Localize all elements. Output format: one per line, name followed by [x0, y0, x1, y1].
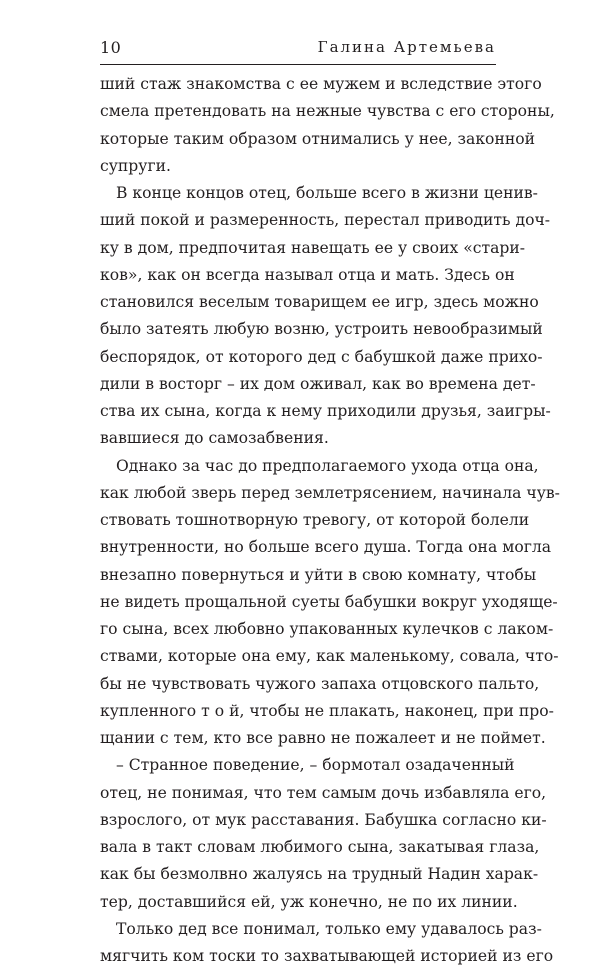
text-line: отец, не понимая, что тем самым дочь избавляла его,: [100, 783, 547, 802]
text-line: беспорядок, от которого дед с бабушкой даже прихо-: [100, 347, 543, 366]
text-line: было затеять любую возню, устроить невообразимый: [100, 320, 543, 339]
paragraph: [100, 180, 551, 453]
text-line: ку в дом, предпочитая навещать ее у своих «стари-: [100, 238, 526, 257]
text-line: вавшиеся до самозабвения.: [100, 429, 329, 448]
text-line: го сына, всех любовно упакованных кулечков с лаком-: [100, 620, 554, 638]
text-line: Однако за час до предполагаемого ухода отца она,: [116, 456, 539, 475]
paragraph: [100, 916, 554, 970]
text-line: как любой зверь перед землетрясением, начинала чув-: [100, 483, 560, 502]
text-line: ков», как он всегда называл отца и мать. Здесь он: [100, 265, 515, 284]
text-line: – Странное поведение, – бормотал озадаченный: [116, 756, 515, 775]
text-line: ший стаж знакомства с ее мужем и вследствие этого: [100, 75, 542, 93]
text-line: которые таким образом отнимались у нее, законной: [100, 129, 536, 148]
text-line: супруги.: [100, 156, 171, 175]
text-line: ший покой и размеренность, перестал приводить доч-: [100, 211, 551, 230]
text-line: В конце концов отец, больше всего в жизни ценив-: [116, 184, 538, 202]
paragraph: [100, 453, 560, 753]
text-line: дили в восторг – их дом оживал, как во времена дет-: [100, 374, 536, 393]
text-line: не видеть прощальной суеты бабушки вокруг уходяще-: [100, 592, 558, 611]
body-text: [100, 71, 560, 970]
text-line: мягчить ком тоски то захватывающей историей из его: [100, 947, 554, 965]
text-line: Только дед все понимал, только ему удавалось раз-: [116, 919, 542, 938]
paragraph: [100, 71, 555, 180]
text-line: бы не чувствовать чужого запаха отцовского пальто,: [100, 674, 540, 693]
text-line: ства их сына, когда к нему приходили друзья, заигры-: [100, 402, 551, 420]
running-head: Галина Артемьева: [317, 38, 496, 56]
text-line: вала в такт словам любимого сына, закатывая глаза,: [100, 838, 540, 856]
text-line: внезапно повернуться и уйти в свою комнату, чтобы: [100, 565, 537, 584]
text-line: тер, доставшийся ей, уж конечно, не по их линии.: [100, 892, 518, 911]
text-line: становился веселым товарищем ее игр, здесь можно: [100, 293, 539, 311]
text-line: ствами, которые она ему, как маленькому, совала, что-: [100, 647, 559, 666]
page-number: 10: [100, 38, 122, 57]
text-line: смела претендовать на нежные чувства с его стороны,: [100, 102, 555, 121]
text-line: купленного т о й, чтобы не плакать, наконец, при про-: [100, 701, 554, 720]
text-line: ствовать тошнотворную тревогу, от которой болели: [100, 511, 530, 529]
text-line: внутренности, но больше всего душа. Тогда она могла: [100, 538, 552, 557]
text-line: как бы безмолвно жалуясь на трудный Надин харак-: [100, 865, 539, 884]
page-header: [100, 38, 496, 60]
header-rule: [100, 64, 496, 65]
paragraph: [100, 752, 547, 916]
text-line: взрослого, от мук расставания. Бабушка согласно ки-: [100, 810, 547, 829]
text-line: щании с тем, кто все равно не пожалеет и не поймет.: [100, 729, 546, 747]
